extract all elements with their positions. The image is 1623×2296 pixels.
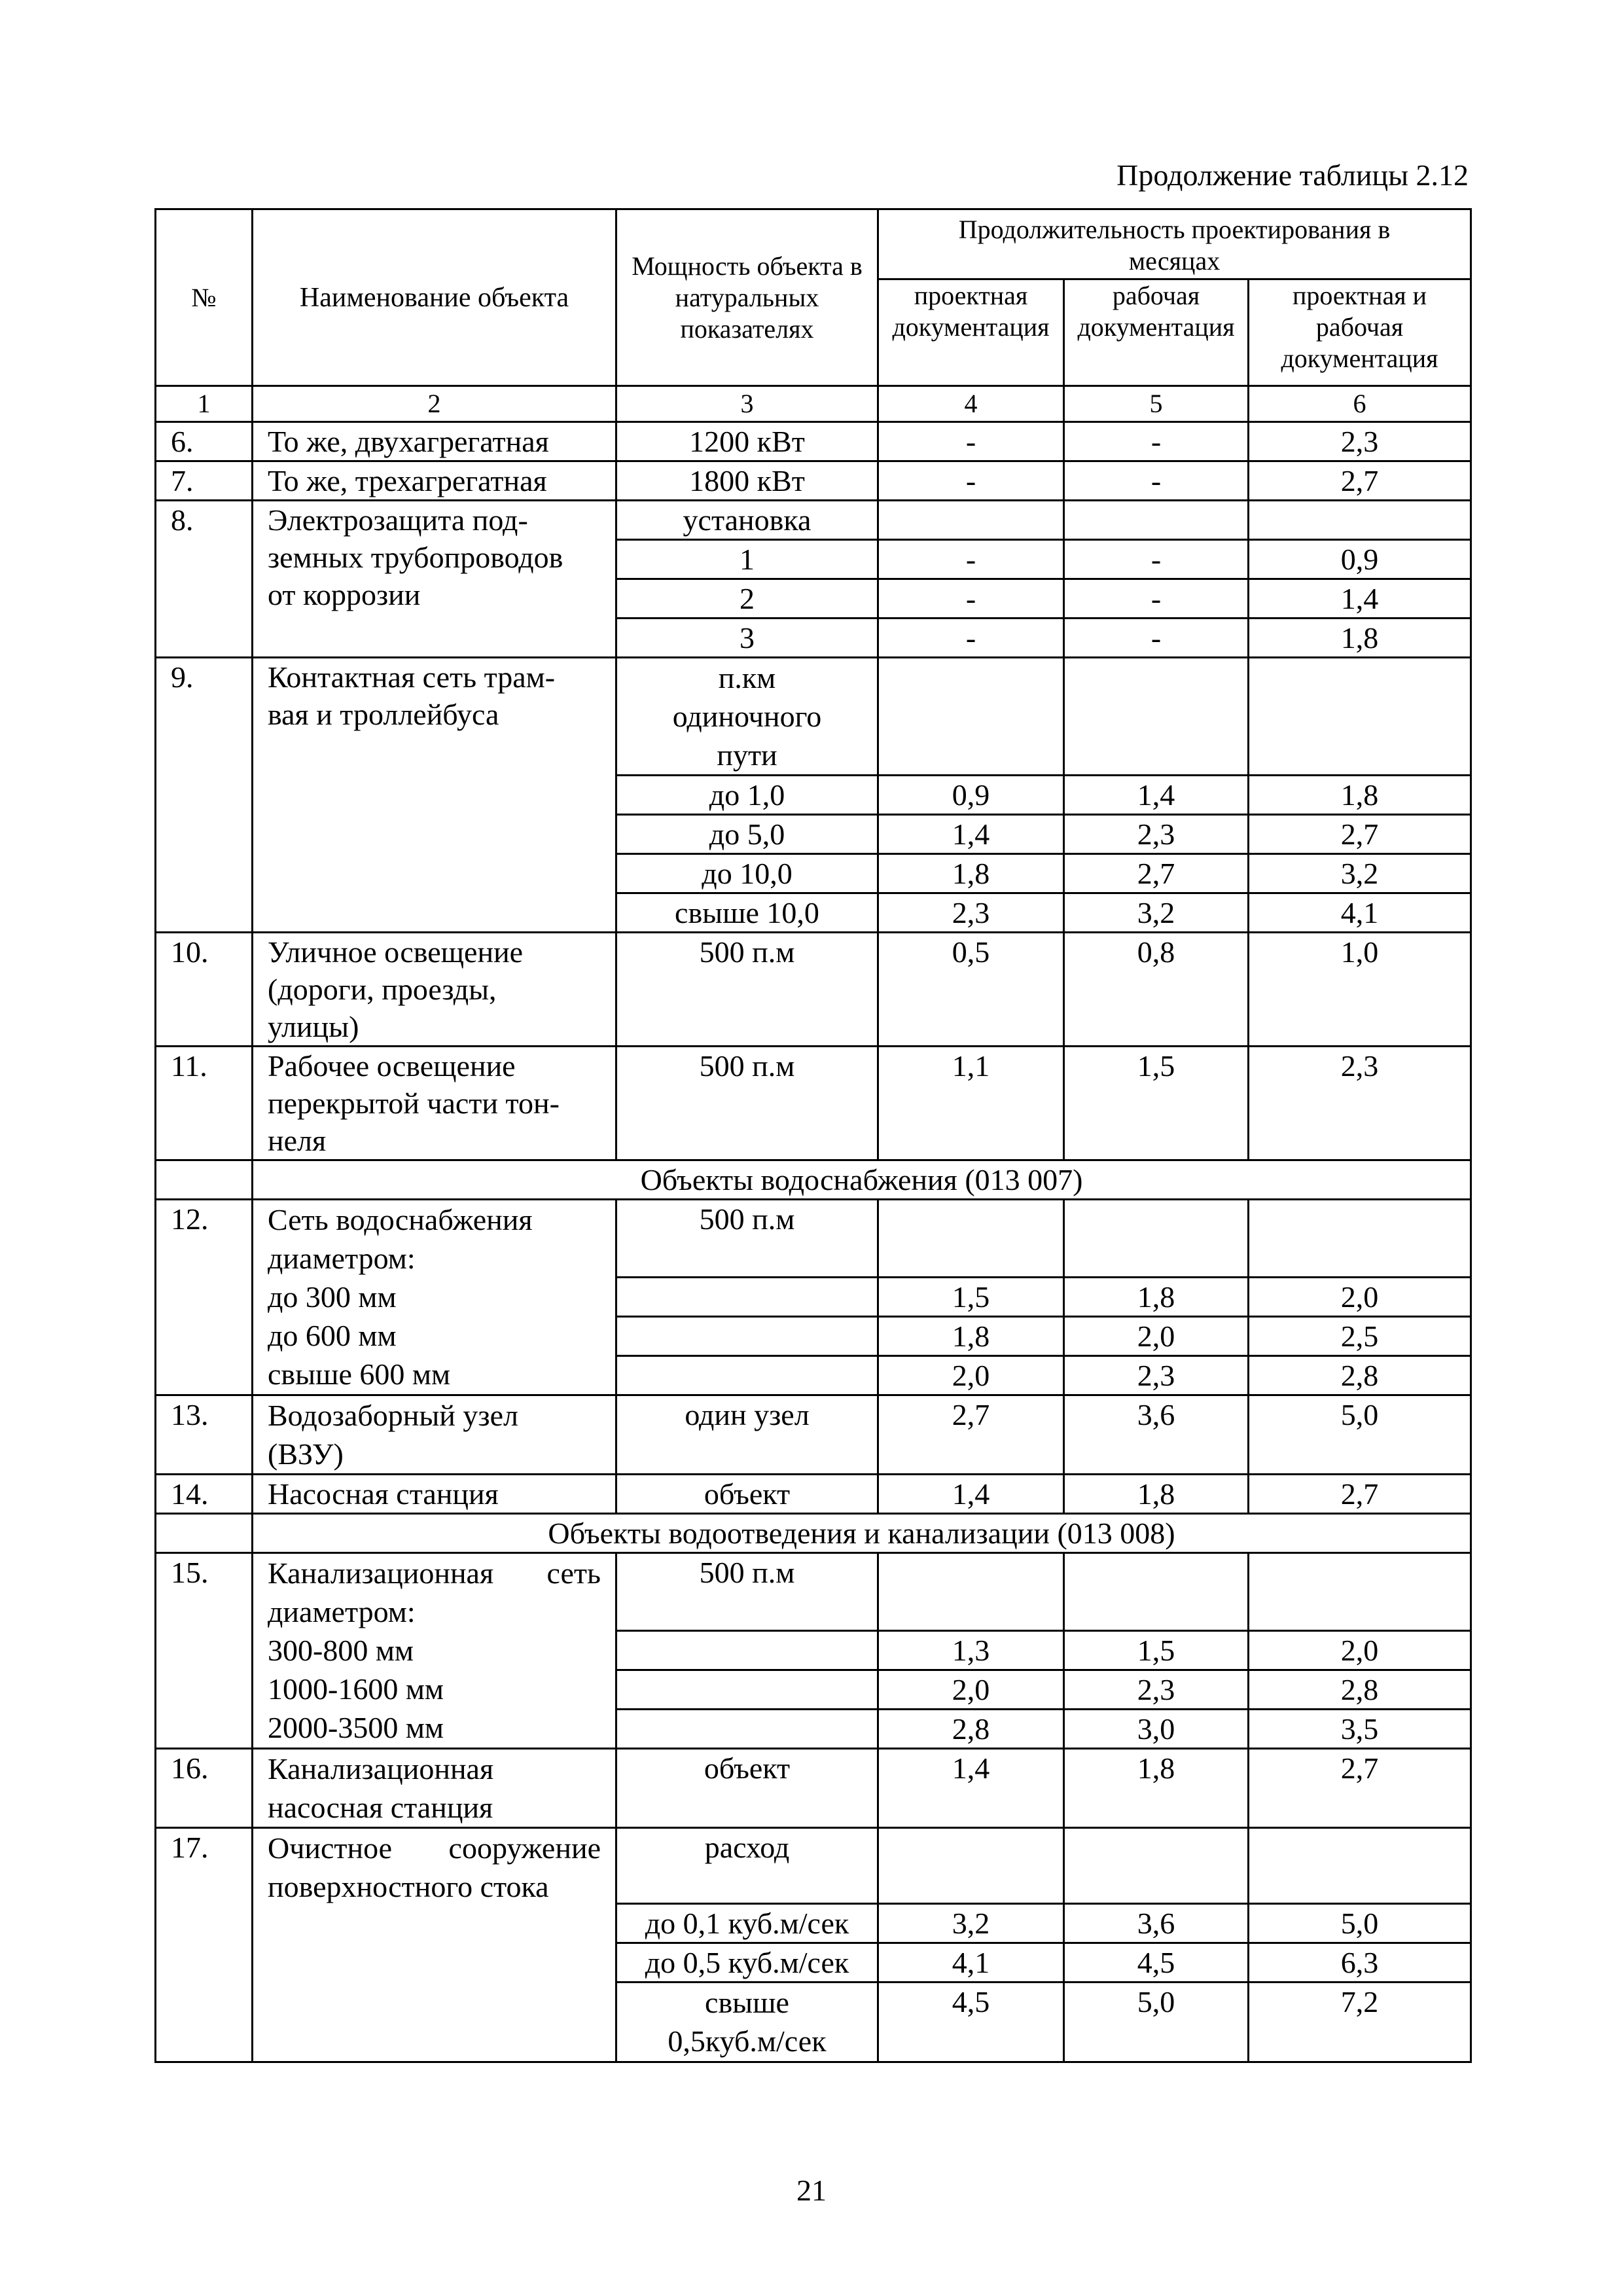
design-months: 1,3 [878, 1631, 1064, 1670]
empty-cell [616, 1356, 878, 1395]
total-months: 2,7 [1249, 461, 1471, 501]
working-months: 1,8 [1064, 1475, 1249, 1514]
column-number: 5 [1064, 386, 1249, 422]
row-number: 12. [156, 1200, 253, 1395]
design-months: 4,5 [878, 1982, 1064, 2062]
table-row [156, 1395, 1471, 1475]
total-months: 2,7 [1249, 1475, 1471, 1514]
empty-cell [878, 501, 1064, 540]
working-months: 2,3 [1064, 1670, 1249, 1710]
total-months: 1,0 [1249, 933, 1471, 1047]
working-months: 1,5 [1064, 1047, 1249, 1160]
row-number: 16. [156, 1749, 253, 1828]
capacity: 1800 кВт [616, 461, 878, 501]
column-number: 1 [156, 386, 253, 422]
design-months: 2,0 [878, 1670, 1064, 1710]
empty-cell [156, 1160, 253, 1200]
working-months: 2,0 [1064, 1317, 1249, 1356]
empty-cell [1064, 501, 1249, 540]
capacity: 500 п.м [616, 933, 878, 1047]
design-months: 1,4 [878, 815, 1064, 854]
column-number: 4 [878, 386, 1064, 422]
empty-cell [878, 1553, 1064, 1631]
design-months: 0,5 [878, 933, 1064, 1047]
object-name: Контактная сеть трам- вая и троллейбуса [253, 658, 616, 933]
total-months: 2,5 [1249, 1317, 1471, 1356]
total-months: 4,1 [1249, 893, 1471, 933]
total-months: 7,2 [1249, 1982, 1471, 2062]
object-name: Уличное освещение (дороги, проезды, улицы) [253, 933, 616, 1047]
working-months: 1,4 [1064, 776, 1249, 815]
design-months: - [878, 422, 1064, 461]
capacity: до 0,5 куб.м/сек [616, 1943, 878, 1982]
object-name: Сеть водоснабжения диаметром: до 300 мм до 600 мм свыше 600 мм [253, 1200, 616, 1395]
design-months: 3,2 [878, 1904, 1064, 1943]
header-duration: Продолжительность проектирования в месяцах [878, 209, 1471, 279]
empty-cell [616, 1670, 878, 1710]
working-months: 0,8 [1064, 933, 1249, 1047]
design-months: 1,8 [878, 1317, 1064, 1356]
working-months: - [1064, 422, 1249, 461]
row-number: 11. [156, 1047, 253, 1160]
total-months: 3,2 [1249, 854, 1471, 893]
capacity: объект [616, 1749, 878, 1828]
row-number: 14. [156, 1475, 253, 1514]
empty-cell [878, 658, 1064, 776]
table-row [156, 501, 1471, 540]
empty-cell [1064, 1200, 1249, 1278]
empty-cell [878, 1828, 1064, 1904]
capacity: до 0,1 куб.м/сек [616, 1904, 878, 1943]
empty-cell [616, 1710, 878, 1749]
working-months: - [1064, 461, 1249, 501]
working-months: - [1064, 619, 1249, 658]
working-months: 2,3 [1064, 815, 1249, 854]
capacity: 500 п.м [616, 1200, 878, 1278]
empty-cell [616, 1631, 878, 1670]
total-months: 2,8 [1249, 1670, 1471, 1710]
empty-cell [1249, 501, 1471, 540]
header-working-docs: рабочая документация [1064, 279, 1249, 386]
empty-cell [878, 1200, 1064, 1278]
capacity: установка [616, 501, 878, 540]
design-months: 2,0 [878, 1356, 1064, 1395]
capacity: до 10,0 [616, 854, 878, 893]
total-months: 2,0 [1249, 1631, 1471, 1670]
design-months: 1,4 [878, 1475, 1064, 1514]
capacity: 2 [616, 579, 878, 619]
empty-cell [1249, 1828, 1471, 1904]
table-row [156, 1475, 1471, 1514]
table-row [156, 461, 1471, 501]
total-months: 3,5 [1249, 1710, 1471, 1749]
empty-cell [616, 1317, 878, 1356]
working-months: 3,2 [1064, 893, 1249, 933]
total-months: 5,0 [1249, 1395, 1471, 1475]
section-row [156, 1160, 1471, 1200]
row-number: 17. [156, 1828, 253, 2062]
capacity: до 5,0 [616, 815, 878, 854]
total-months: 2,0 [1249, 1278, 1471, 1317]
header-design-docs: проектная документация [878, 279, 1064, 386]
capacity: свыше 10,0 [616, 893, 878, 933]
row-number: 6. [156, 422, 253, 461]
table-row [156, 1047, 1471, 1160]
design-months: 0,9 [878, 776, 1064, 815]
total-months: 1,8 [1249, 619, 1471, 658]
column-number: 2 [253, 386, 616, 422]
design-months: 1,5 [878, 1278, 1064, 1317]
capacity: 1 [616, 540, 878, 579]
page-number: 21 [796, 2174, 827, 2207]
header-number: № [156, 209, 253, 386]
column-number: 3 [616, 386, 878, 422]
object-name: Очистное сооружение поверхностного стока [253, 1828, 616, 2062]
capacity: расход [616, 1828, 878, 1904]
total-months: 1,4 [1249, 579, 1471, 619]
design-months: 2,8 [878, 1710, 1064, 1749]
working-months: 2,7 [1064, 854, 1249, 893]
object-name: Электрозащита под- земных трубопроводов от коррозии [253, 501, 616, 658]
table-row [156, 1553, 1471, 1631]
working-months: 4,5 [1064, 1943, 1249, 1982]
design-months: - [878, 619, 1064, 658]
section-row [156, 1514, 1471, 1553]
capacity: п.км одиночного пути [616, 658, 878, 776]
capacity: один узел [616, 1395, 878, 1475]
design-months: 1,4 [878, 1749, 1064, 1828]
working-months: 2,3 [1064, 1356, 1249, 1395]
working-months: 3,6 [1064, 1904, 1249, 1943]
section-heading: Объекты водоснабжения (013 007) [253, 1160, 1471, 1200]
header-object-name: Наименование объекта [253, 209, 616, 386]
table-row [156, 1828, 1471, 1904]
object-name: Канализационная насосная станция [253, 1749, 616, 1828]
empty-cell [1064, 658, 1249, 776]
working-months: 3,0 [1064, 1710, 1249, 1749]
design-months: 4,1 [878, 1943, 1064, 1982]
working-months: 3,6 [1064, 1395, 1249, 1475]
working-months: 1,8 [1064, 1749, 1249, 1828]
capacity: объект [616, 1475, 878, 1514]
row-number: 13. [156, 1395, 253, 1475]
section-heading: Объекты водоотведения и канализации (013 008) [253, 1514, 1471, 1553]
total-months: 6,3 [1249, 1943, 1471, 1982]
table-row [156, 658, 1471, 776]
table-row [156, 1200, 1471, 1278]
empty-cell [1064, 1828, 1249, 1904]
object-name: Канализационная сеть диаметром: 300-800 мм 1000-1600 мм 2000-3500 мм [253, 1553, 616, 1749]
empty-cell [1249, 658, 1471, 776]
design-months: 2,3 [878, 893, 1064, 933]
object-name: Насосная станция [253, 1475, 616, 1514]
capacity: свыше 0,5куб.м/сек [616, 1982, 878, 2062]
design-months: - [878, 540, 1064, 579]
capacity: 1200 кВт [616, 422, 878, 461]
object-name: То же, двухагрегатная [253, 422, 616, 461]
working-months: - [1064, 540, 1249, 579]
working-months: - [1064, 579, 1249, 619]
empty-cell [1249, 1200, 1471, 1278]
total-months: 2,7 [1249, 1749, 1471, 1828]
row-number: 8. [156, 501, 253, 658]
total-months: 2,8 [1249, 1356, 1471, 1395]
row-number: 7. [156, 461, 253, 501]
table-row [156, 933, 1471, 1047]
table-row [156, 422, 1471, 461]
design-months: - [878, 461, 1064, 501]
total-months: 0,9 [1249, 540, 1471, 579]
design-months: 1,1 [878, 1047, 1064, 1160]
row-number: 9. [156, 658, 253, 933]
object-name: То же, трехагрегатная [253, 461, 616, 501]
header-capacity: Мощность объекта в натуральных показателях [616, 209, 878, 386]
object-name: Водозаборный узел (ВЗУ) [253, 1395, 616, 1475]
capacity: 500 п.м [616, 1047, 878, 1160]
design-months: - [878, 579, 1064, 619]
working-months: 1,5 [1064, 1631, 1249, 1670]
table-caption: Продолжение таблицы 2.12 [1116, 158, 1469, 192]
total-months: 5,0 [1249, 1904, 1471, 1943]
table-row [156, 1749, 1471, 1828]
design-months: 2,7 [878, 1395, 1064, 1475]
header-design-and-working-docs: проектная и рабочая документация [1249, 279, 1471, 386]
capacity: до 1,0 [616, 776, 878, 815]
total-months: 2,3 [1249, 1047, 1471, 1160]
total-months: 2,7 [1249, 815, 1471, 854]
capacity: 500 п.м [616, 1553, 878, 1631]
total-months: 1,8 [1249, 776, 1471, 815]
design-months: 1,8 [878, 854, 1064, 893]
capacity: 3 [616, 619, 878, 658]
column-number: 6 [1249, 386, 1471, 422]
empty-cell [616, 1278, 878, 1317]
working-months: 1,8 [1064, 1278, 1249, 1317]
row-number: 10. [156, 933, 253, 1047]
empty-cell [1249, 1553, 1471, 1631]
empty-cell [1064, 1553, 1249, 1631]
row-number: 15. [156, 1553, 253, 1749]
total-months: 2,3 [1249, 422, 1471, 461]
empty-cell [156, 1514, 253, 1553]
working-months: 5,0 [1064, 1982, 1249, 2062]
design-duration-table [154, 208, 1472, 2063]
object-name: Рабочее освещение перекрытой части тон- неля [253, 1047, 616, 1160]
